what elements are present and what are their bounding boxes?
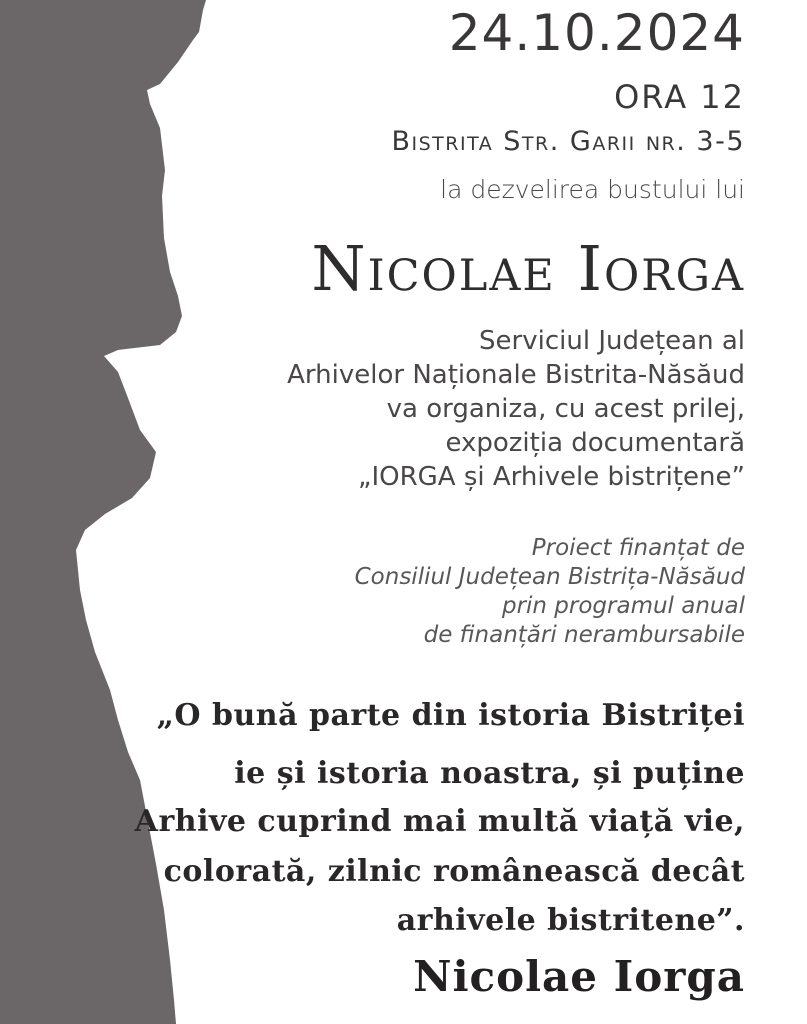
event-intro: la dezvelirea bustului lui (440, 175, 745, 204)
organizer-line: va organiza, cu acest prilej, (386, 394, 745, 424)
honoree-name: Nicolae Iorga (311, 232, 745, 305)
funding-line: Proiect finanțat de (531, 535, 745, 561)
event-date: 24.10.2024 (448, 4, 745, 62)
organizer-line: Serviciul Județean al (479, 326, 745, 356)
quote-line: Arhive cuprind mai multă viață vie, (134, 804, 745, 839)
quote-line: „O bună parte din istoria Bistriței (156, 698, 745, 733)
organizer-line: expoziția documentară (445, 428, 745, 458)
event-address: Bistrita Str. Garii nr. 3-5 (391, 126, 745, 157)
organizer-line: Arhivelor Naționale Bistrita-Năsăud (287, 360, 745, 390)
event-hour: ORA 12 (614, 78, 745, 116)
funding-line: de finanțări nerambursabile (423, 622, 745, 648)
quote-signature: Nicolae Iorga (413, 952, 745, 1001)
quote-line: ie și istoria noastra, și puține (234, 756, 745, 791)
exhibition-title: „IORGA și Arhivele bistrițene” (357, 462, 745, 492)
funding-line: Consiliul Județean Bistrița-Năsăud (354, 564, 745, 590)
quote-line: arhivele bistritene”. (396, 903, 745, 938)
quote-line: colorată, zilnic românească decât (163, 854, 745, 889)
funding-line: prin programul anual (501, 593, 745, 619)
